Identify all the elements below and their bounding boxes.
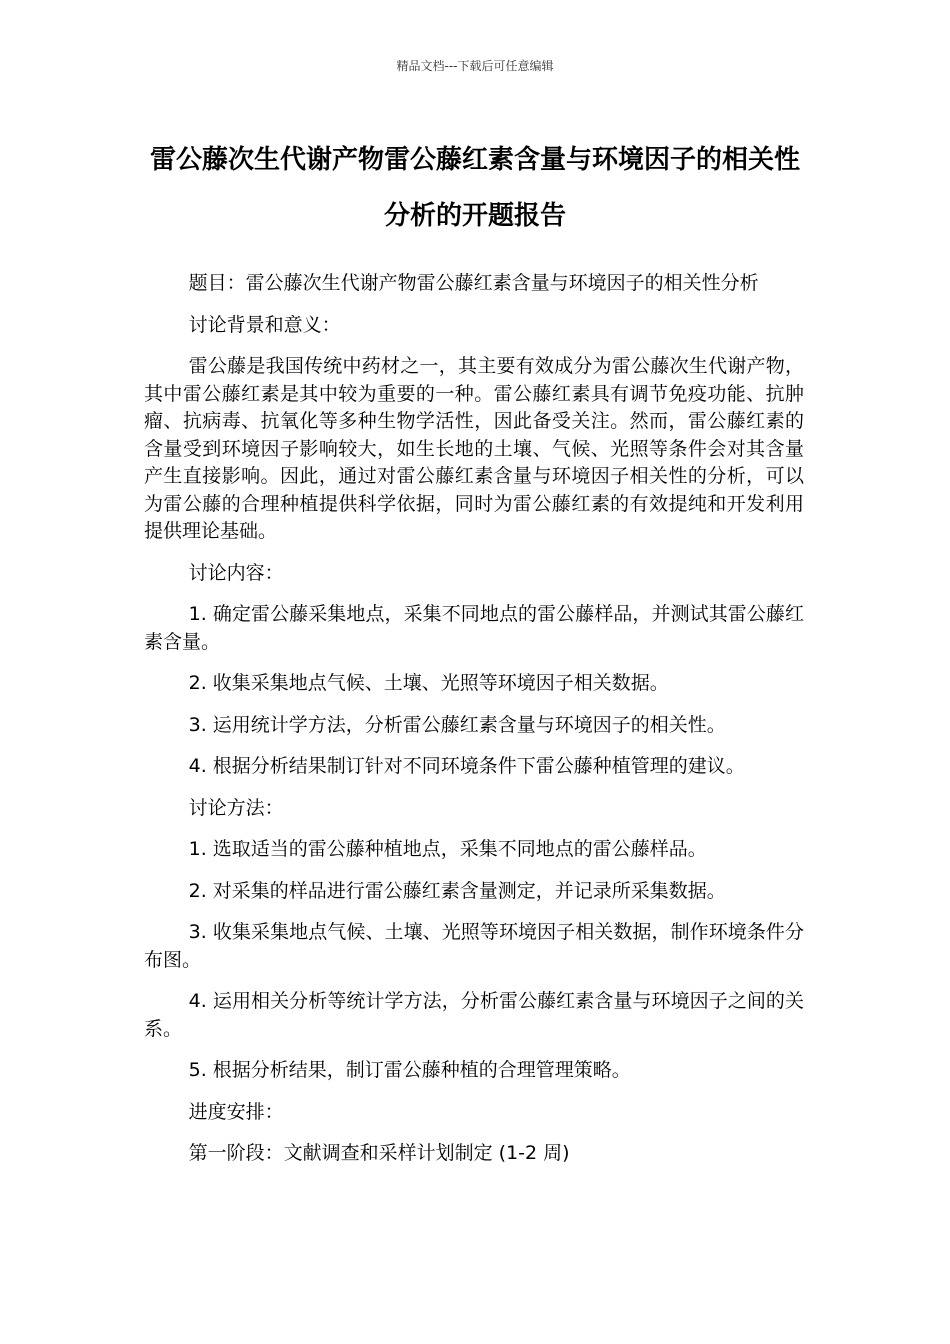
background-heading: 讨论背景和意义：	[188, 313, 341, 336]
content-item: 2. 收集采集地点气候、土壤、光照等环境因子相关数据。	[188, 672, 669, 694]
method-item: 2. 对采集的样品进行雷公藤红素含量测定，并记录所采集数据。	[188, 879, 726, 902]
method-item: 5. 根据分析结果，制订雷公藤种植的合理管理策略。	[188, 1059, 631, 1081]
content-item: 1. 确定雷公藤采集地点，采集不同地点的雷公藤样品，并测试其雷公藤红素含量。	[144, 603, 804, 653]
content-heading: 讨论内容：	[188, 561, 284, 584]
content-item: 4. 根据分析结果制订针对不同环境条件下雷公藤种植管理的建议。	[188, 755, 745, 777]
method-item: 1. 选取适当的雷公藤种植地点，采集不同地点的雷公藤样品。	[188, 838, 707, 860]
background-paragraph: 雷公藤是我国传统中药材之一，其主要有效成分为雷公藤次生代谢产物，其中雷公藤红素是其中较为重要的一种。雷公藤红素具有调节免疫功能、抗肿瘤、抗病毒、抗氧化等多种生物学活性，因此备受关注。然而，雷公藤红素的含量受到环境因子影响较大，如生长地的土壤、气候、光照等条件会对其含量产生直接影响。因此，通过对雷公藤红素含量与环境因子相关性的分析，可以为雷公藤的合理种植提供科学依据，同时为雷公藤红素的有效提纯和开发利用提供理论基础。	[144, 355, 804, 542]
method-item: 3. 收集采集地点气候、土壤、光照等环境因子相关数据，制作环境条件分布图。	[144, 921, 804, 971]
header-note: 精品文档---下载后可任意编辑	[396, 59, 554, 73]
topic-paragraph: 题目：雷公藤次生代谢产物雷公藤红素含量与环境因子的相关性分析	[188, 272, 759, 294]
schedule-item: 第一阶段：文献调查和采样计划制定 (1-2 周)	[188, 1142, 570, 1164]
method-item: 4. 运用相关分析等统计学方法，分析雷公藤红素含量与环境因子之间的关系。	[144, 990, 804, 1040]
method-heading: 讨论方法：	[188, 796, 284, 819]
content-item: 3. 运用统计学方法，分析雷公藤红素含量与环境因子的相关性。	[188, 713, 726, 736]
document-title: 雷公藤次生代谢产物雷公藤红素含量与环境因子的相关性分析的开题报告	[149, 145, 800, 231]
schedule-heading: 进度安排：	[188, 1100, 284, 1123]
document-body	[144, 270, 804, 1182]
